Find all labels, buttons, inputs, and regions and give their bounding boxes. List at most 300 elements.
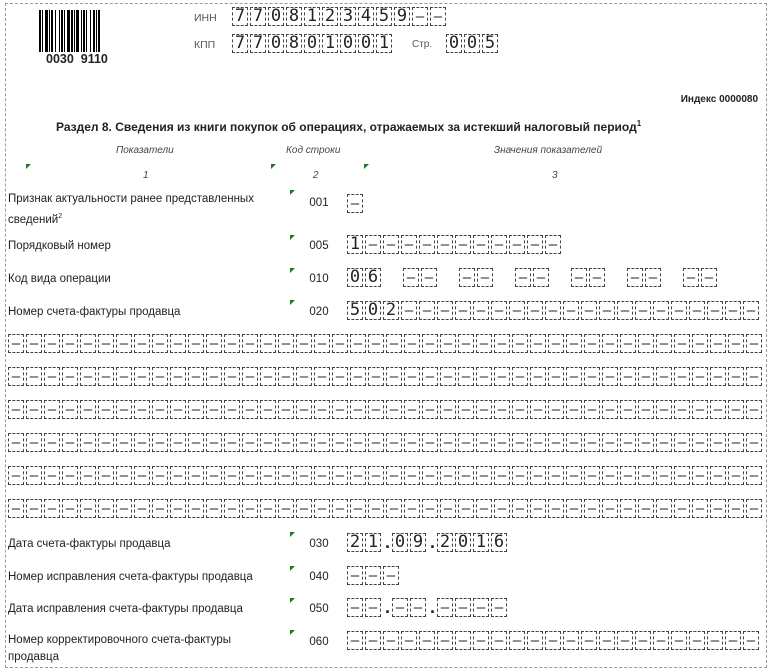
char-cell[interactable]: 1 (304, 7, 320, 26)
char-cell[interactable]: 7 (250, 34, 266, 53)
char-cell[interactable]: 0 (347, 268, 363, 287)
char-cell[interactable]: – (566, 466, 582, 485)
char-cell[interactable]: – (296, 499, 312, 518)
char-cell[interactable]: – (401, 301, 417, 320)
char-cell[interactable]: – (437, 631, 453, 650)
char-cell[interactable]: – (260, 367, 276, 386)
char-cell[interactable]: – (746, 400, 762, 419)
char-cell[interactable]: – (566, 334, 582, 353)
char-cell[interactable]: – (116, 367, 132, 386)
char-cell[interactable]: – (206, 367, 222, 386)
char-cell[interactable]: – (134, 433, 150, 452)
char-cell[interactable]: – (602, 367, 618, 386)
char-cell[interactable]: – (701, 268, 717, 287)
char-cell[interactable]: – (314, 400, 330, 419)
char-cell[interactable]: – (743, 631, 759, 650)
char-cell[interactable]: – (674, 367, 690, 386)
inn-field[interactable] (232, 7, 448, 26)
char-cell[interactable]: 6 (365, 268, 381, 287)
char-cell[interactable]: – (8, 466, 24, 485)
char-cell[interactable]: – (494, 400, 510, 419)
char-cell[interactable]: – (422, 400, 438, 419)
char-cell[interactable]: 0 (358, 34, 374, 53)
char-cell[interactable]: – (98, 499, 114, 518)
char-cell[interactable]: 0 (446, 34, 462, 53)
char-cell[interactable]: – (134, 400, 150, 419)
char-cell[interactable]: – (368, 499, 384, 518)
char-cell[interactable]: – (728, 466, 744, 485)
char-cell[interactable]: – (134, 367, 150, 386)
char-cell[interactable]: – (188, 499, 204, 518)
char-cell[interactable]: 8 (286, 34, 302, 53)
char-cell[interactable]: 1 (347, 235, 363, 254)
char-cell[interactable]: – (581, 301, 597, 320)
char-cell[interactable]: – (62, 367, 78, 386)
char-cell[interactable]: – (188, 367, 204, 386)
char-cell[interactable]: 1 (473, 533, 489, 552)
char-cell[interactable]: – (368, 400, 384, 419)
char-cell[interactable]: – (422, 367, 438, 386)
char-cell[interactable]: – (350, 367, 366, 386)
char-cell[interactable]: – (725, 301, 741, 320)
char-cell[interactable]: – (170, 367, 186, 386)
char-cell[interactable]: – (710, 367, 726, 386)
char-cell[interactable]: – (617, 301, 633, 320)
char-cell[interactable]: – (494, 367, 510, 386)
char-cell[interactable]: – (566, 400, 582, 419)
char-cell[interactable]: – (584, 433, 600, 452)
char-cell[interactable]: – (422, 499, 438, 518)
char-cell[interactable]: – (26, 400, 42, 419)
char-cell[interactable]: – (80, 400, 96, 419)
char-cell[interactable]: – (683, 268, 699, 287)
char-cell[interactable]: – (410, 598, 426, 617)
char-cell[interactable]: – (515, 268, 531, 287)
char-cell[interactable]: – (645, 268, 661, 287)
char-cell[interactable]: – (332, 367, 348, 386)
row-020-continuation-line[interactable] (8, 466, 764, 485)
char-cell[interactable]: – (638, 334, 654, 353)
char-cell[interactable]: – (494, 499, 510, 518)
char-cell[interactable]: – (332, 334, 348, 353)
char-cell[interactable]: – (707, 301, 723, 320)
char-cell[interactable]: – (458, 466, 474, 485)
char-cell[interactable]: – (44, 400, 60, 419)
char-cell[interactable]: – (206, 499, 222, 518)
char-cell[interactable]: 2 (347, 533, 363, 552)
char-cell[interactable]: – (421, 268, 437, 287)
char-cell[interactable]: – (617, 631, 633, 650)
char-cell[interactable]: – (455, 235, 471, 254)
char-cell[interactable]: – (548, 499, 564, 518)
char-cell[interactable]: 5 (376, 7, 392, 26)
char-cell[interactable]: – (692, 400, 708, 419)
char-cell[interactable]: – (260, 499, 276, 518)
char-cell[interactable]: 8 (286, 7, 302, 26)
char-cell[interactable]: – (412, 7, 428, 26)
char-cell[interactable]: – (170, 433, 186, 452)
char-cell[interactable]: – (710, 499, 726, 518)
kpp-field[interactable] (232, 34, 394, 53)
char-cell[interactable]: – (278, 367, 294, 386)
char-cell[interactable]: – (314, 334, 330, 353)
char-cell[interactable]: – (746, 433, 762, 452)
char-cell[interactable]: – (476, 499, 492, 518)
char-cell[interactable]: – (188, 400, 204, 419)
char-cell[interactable]: – (80, 466, 96, 485)
char-cell[interactable]: – (98, 400, 114, 419)
char-cell[interactable]: – (458, 334, 474, 353)
char-cell[interactable]: – (548, 367, 564, 386)
char-cell[interactable]: – (26, 499, 42, 518)
char-cell[interactable]: – (656, 367, 672, 386)
char-cell[interactable]: – (332, 499, 348, 518)
char-cell[interactable]: – (638, 400, 654, 419)
row-020-field[interactable] (347, 301, 761, 320)
char-cell[interactable]: – (689, 301, 705, 320)
char-cell[interactable]: – (224, 466, 240, 485)
char-cell[interactable]: – (476, 334, 492, 353)
char-cell[interactable]: – (404, 334, 420, 353)
char-cell[interactable]: – (627, 268, 643, 287)
char-cell[interactable]: – (386, 433, 402, 452)
char-cell[interactable]: – (545, 631, 561, 650)
char-cell[interactable]: 4 (358, 7, 374, 26)
char-cell[interactable]: – (347, 194, 363, 213)
char-cell[interactable]: 0 (304, 34, 320, 53)
char-cell[interactable]: – (296, 400, 312, 419)
char-cell[interactable]: – (571, 268, 587, 287)
char-cell[interactable]: – (368, 367, 384, 386)
char-cell[interactable]: – (62, 400, 78, 419)
char-cell[interactable]: – (403, 268, 419, 287)
char-cell[interactable]: – (530, 367, 546, 386)
char-cell[interactable]: 5 (347, 301, 363, 320)
char-cell[interactable]: – (430, 7, 446, 26)
char-cell[interactable]: – (530, 499, 546, 518)
char-cell[interactable]: – (278, 400, 294, 419)
char-cell[interactable]: – (44, 433, 60, 452)
char-cell[interactable]: – (589, 268, 605, 287)
char-cell[interactable]: – (743, 301, 759, 320)
char-cell[interactable]: – (473, 598, 489, 617)
char-cell[interactable]: – (512, 367, 528, 386)
char-cell[interactable]: – (296, 367, 312, 386)
char-cell[interactable]: – (404, 466, 420, 485)
char-cell[interactable]: 0 (365, 301, 381, 320)
char-cell[interactable]: – (512, 466, 528, 485)
char-cell[interactable]: – (368, 433, 384, 452)
char-cell[interactable]: – (242, 433, 258, 452)
char-cell[interactable]: – (62, 433, 78, 452)
char-cell[interactable]: – (386, 334, 402, 353)
char-cell[interactable]: 7 (232, 7, 248, 26)
char-cell[interactable]: – (188, 466, 204, 485)
char-cell[interactable]: – (710, 433, 726, 452)
char-cell[interactable]: – (224, 400, 240, 419)
char-cell[interactable]: – (656, 433, 672, 452)
char-cell[interactable]: – (746, 334, 762, 353)
char-cell[interactable]: 6 (491, 533, 507, 552)
char-cell[interactable]: – (152, 400, 168, 419)
char-cell[interactable]: – (602, 499, 618, 518)
char-cell[interactable]: – (437, 301, 453, 320)
char-cell[interactable]: – (674, 466, 690, 485)
char-cell[interactable]: – (635, 301, 651, 320)
char-cell[interactable]: – (44, 367, 60, 386)
char-cell[interactable]: – (476, 400, 492, 419)
char-cell[interactable]: – (242, 466, 258, 485)
char-cell[interactable]: – (584, 334, 600, 353)
char-cell[interactable]: – (476, 433, 492, 452)
char-cell[interactable]: – (383, 235, 399, 254)
char-cell[interactable]: 1 (376, 34, 392, 53)
char-cell[interactable]: – (26, 433, 42, 452)
row-001-field[interactable] (347, 194, 365, 213)
char-cell[interactable]: – (8, 499, 24, 518)
char-cell[interactable]: – (80, 367, 96, 386)
char-cell[interactable]: – (602, 334, 618, 353)
char-cell[interactable]: – (563, 301, 579, 320)
char-cell[interactable]: – (62, 334, 78, 353)
char-cell[interactable]: – (170, 334, 186, 353)
char-cell[interactable]: – (365, 235, 381, 254)
char-cell[interactable]: – (401, 235, 417, 254)
char-cell[interactable]: – (459, 268, 475, 287)
row-020-continuation-line[interactable] (8, 433, 764, 452)
char-cell[interactable]: – (602, 466, 618, 485)
char-cell[interactable]: 0 (340, 34, 356, 53)
row-020-continuation-line[interactable] (8, 400, 764, 419)
row-020-continuation-line[interactable] (8, 334, 764, 353)
char-cell[interactable]: – (692, 466, 708, 485)
char-cell[interactable]: – (674, 499, 690, 518)
char-cell[interactable]: – (365, 631, 381, 650)
char-cell[interactable]: – (728, 499, 744, 518)
char-cell[interactable]: – (116, 433, 132, 452)
char-cell[interactable]: 9 (394, 7, 410, 26)
char-cell[interactable]: – (350, 334, 366, 353)
char-cell[interactable]: – (458, 367, 474, 386)
char-cell[interactable]: – (710, 400, 726, 419)
char-cell[interactable]: – (584, 367, 600, 386)
row-060-field[interactable] (347, 631, 761, 650)
char-cell[interactable]: – (350, 499, 366, 518)
char-cell[interactable]: – (620, 334, 636, 353)
char-cell[interactable]: – (725, 631, 741, 650)
char-cell[interactable]: – (404, 499, 420, 518)
char-cell[interactable]: – (392, 598, 408, 617)
char-cell[interactable]: – (545, 235, 561, 254)
char-cell[interactable]: – (437, 598, 453, 617)
char-cell[interactable]: – (638, 499, 654, 518)
char-cell[interactable]: – (566, 499, 582, 518)
char-cell[interactable]: – (440, 499, 456, 518)
char-cell[interactable]: – (314, 433, 330, 452)
char-cell[interactable]: – (458, 433, 474, 452)
row-010-field[interactable] (347, 268, 719, 287)
char-cell[interactable]: – (635, 631, 651, 650)
char-cell[interactable]: – (566, 433, 582, 452)
char-cell[interactable]: – (368, 466, 384, 485)
char-cell[interactable]: – (224, 433, 240, 452)
char-cell[interactable]: – (620, 367, 636, 386)
char-cell[interactable]: – (383, 631, 399, 650)
char-cell[interactable]: – (347, 598, 363, 617)
char-cell[interactable]: – (44, 334, 60, 353)
char-cell[interactable]: 7 (232, 34, 248, 53)
char-cell[interactable]: – (260, 433, 276, 452)
char-cell[interactable]: – (278, 499, 294, 518)
char-cell[interactable]: – (512, 400, 528, 419)
char-cell[interactable]: – (134, 466, 150, 485)
char-cell[interactable]: – (728, 334, 744, 353)
char-cell[interactable]: – (692, 433, 708, 452)
char-cell[interactable]: – (656, 466, 672, 485)
char-cell[interactable]: – (437, 235, 453, 254)
char-cell[interactable]: – (260, 466, 276, 485)
row-005-field[interactable] (347, 235, 563, 254)
char-cell[interactable]: – (206, 334, 222, 353)
char-cell[interactable]: – (491, 631, 507, 650)
char-cell[interactable]: – (476, 367, 492, 386)
char-cell[interactable]: – (62, 466, 78, 485)
char-cell[interactable]: – (44, 499, 60, 518)
char-cell[interactable]: – (707, 631, 723, 650)
char-cell[interactable]: – (152, 367, 168, 386)
char-cell[interactable]: – (401, 631, 417, 650)
char-cell[interactable]: – (98, 466, 114, 485)
char-cell[interactable]: 1 (322, 34, 338, 53)
char-cell[interactable]: – (296, 433, 312, 452)
char-cell[interactable]: – (206, 433, 222, 452)
char-cell[interactable]: – (620, 466, 636, 485)
char-cell[interactable]: – (350, 400, 366, 419)
char-cell[interactable]: 2 (383, 301, 399, 320)
char-cell[interactable]: – (98, 367, 114, 386)
char-cell[interactable]: – (350, 433, 366, 452)
char-cell[interactable]: – (527, 301, 543, 320)
char-cell[interactable]: – (80, 334, 96, 353)
char-cell[interactable]: – (419, 235, 435, 254)
char-cell[interactable]: – (584, 499, 600, 518)
char-cell[interactable]: – (260, 400, 276, 419)
char-cell[interactable]: – (656, 400, 672, 419)
char-cell[interactable]: – (689, 631, 705, 650)
char-cell[interactable]: 0 (392, 533, 408, 552)
char-cell[interactable]: – (491, 235, 507, 254)
char-cell[interactable]: – (242, 367, 258, 386)
char-cell[interactable]: – (638, 367, 654, 386)
char-cell[interactable]: 2 (322, 7, 338, 26)
char-cell[interactable]: – (477, 268, 493, 287)
char-cell[interactable]: – (440, 334, 456, 353)
char-cell[interactable]: – (404, 433, 420, 452)
char-cell[interactable]: – (134, 499, 150, 518)
char-cell[interactable]: – (44, 466, 60, 485)
char-cell[interactable]: – (491, 301, 507, 320)
char-cell[interactable]: 3 (340, 7, 356, 26)
char-cell[interactable]: – (620, 400, 636, 419)
char-cell[interactable]: – (602, 400, 618, 419)
char-cell[interactable]: – (314, 499, 330, 518)
char-cell[interactable]: – (620, 433, 636, 452)
char-cell[interactable]: – (404, 400, 420, 419)
char-cell[interactable]: – (332, 466, 348, 485)
char-cell[interactable]: – (440, 466, 456, 485)
char-cell[interactable]: – (494, 334, 510, 353)
char-cell[interactable]: – (260, 334, 276, 353)
char-cell[interactable]: 0 (464, 34, 480, 53)
char-cell[interactable]: – (206, 400, 222, 419)
char-cell[interactable]: – (170, 466, 186, 485)
char-cell[interactable]: 0 (455, 533, 471, 552)
char-cell[interactable]: – (152, 499, 168, 518)
char-cell[interactable]: – (584, 466, 600, 485)
char-cell[interactable]: – (455, 301, 471, 320)
char-cell[interactable]: – (512, 499, 528, 518)
char-cell[interactable]: – (116, 466, 132, 485)
char-cell[interactable]: – (674, 400, 690, 419)
char-cell[interactable]: – (347, 631, 363, 650)
char-cell[interactable]: – (314, 466, 330, 485)
char-cell[interactable]: 0 (268, 7, 284, 26)
char-cell[interactable]: – (242, 499, 258, 518)
char-cell[interactable]: – (422, 466, 438, 485)
char-cell[interactable]: – (527, 235, 543, 254)
char-cell[interactable]: – (80, 499, 96, 518)
char-cell[interactable]: – (746, 466, 762, 485)
char-cell[interactable]: – (152, 334, 168, 353)
char-cell[interactable]: – (455, 598, 471, 617)
char-cell[interactable]: 2 (437, 533, 453, 552)
row-050-date-field[interactable] (347, 598, 509, 617)
char-cell[interactable]: – (296, 334, 312, 353)
char-cell[interactable]: – (62, 499, 78, 518)
char-cell[interactable]: – (620, 499, 636, 518)
char-cell[interactable]: – (530, 400, 546, 419)
char-cell[interactable]: 5 (482, 34, 498, 53)
char-cell[interactable]: – (386, 400, 402, 419)
char-cell[interactable]: – (422, 334, 438, 353)
char-cell[interactable]: – (350, 466, 366, 485)
char-cell[interactable]: – (494, 433, 510, 452)
char-cell[interactable]: 0 (268, 34, 284, 53)
char-cell[interactable]: – (8, 400, 24, 419)
char-cell[interactable]: – (26, 367, 42, 386)
char-cell[interactable]: – (314, 367, 330, 386)
char-cell[interactable]: – (473, 235, 489, 254)
char-cell[interactable]: – (404, 367, 420, 386)
row-020-continuation-line[interactable] (8, 499, 764, 518)
char-cell[interactable]: – (548, 400, 564, 419)
char-cell[interactable]: – (473, 301, 489, 320)
char-cell[interactable]: – (440, 367, 456, 386)
char-cell[interactable]: – (509, 301, 525, 320)
char-cell[interactable]: – (512, 334, 528, 353)
char-cell[interactable]: – (383, 566, 399, 585)
char-cell[interactable]: – (728, 367, 744, 386)
char-cell[interactable]: – (599, 301, 615, 320)
char-cell[interactable]: – (419, 301, 435, 320)
char-cell[interactable]: – (656, 334, 672, 353)
char-cell[interactable]: – (170, 400, 186, 419)
char-cell[interactable]: – (440, 433, 456, 452)
char-cell[interactable]: – (473, 631, 489, 650)
char-cell[interactable]: – (152, 433, 168, 452)
char-cell[interactable]: – (746, 499, 762, 518)
char-cell[interactable]: – (242, 400, 258, 419)
